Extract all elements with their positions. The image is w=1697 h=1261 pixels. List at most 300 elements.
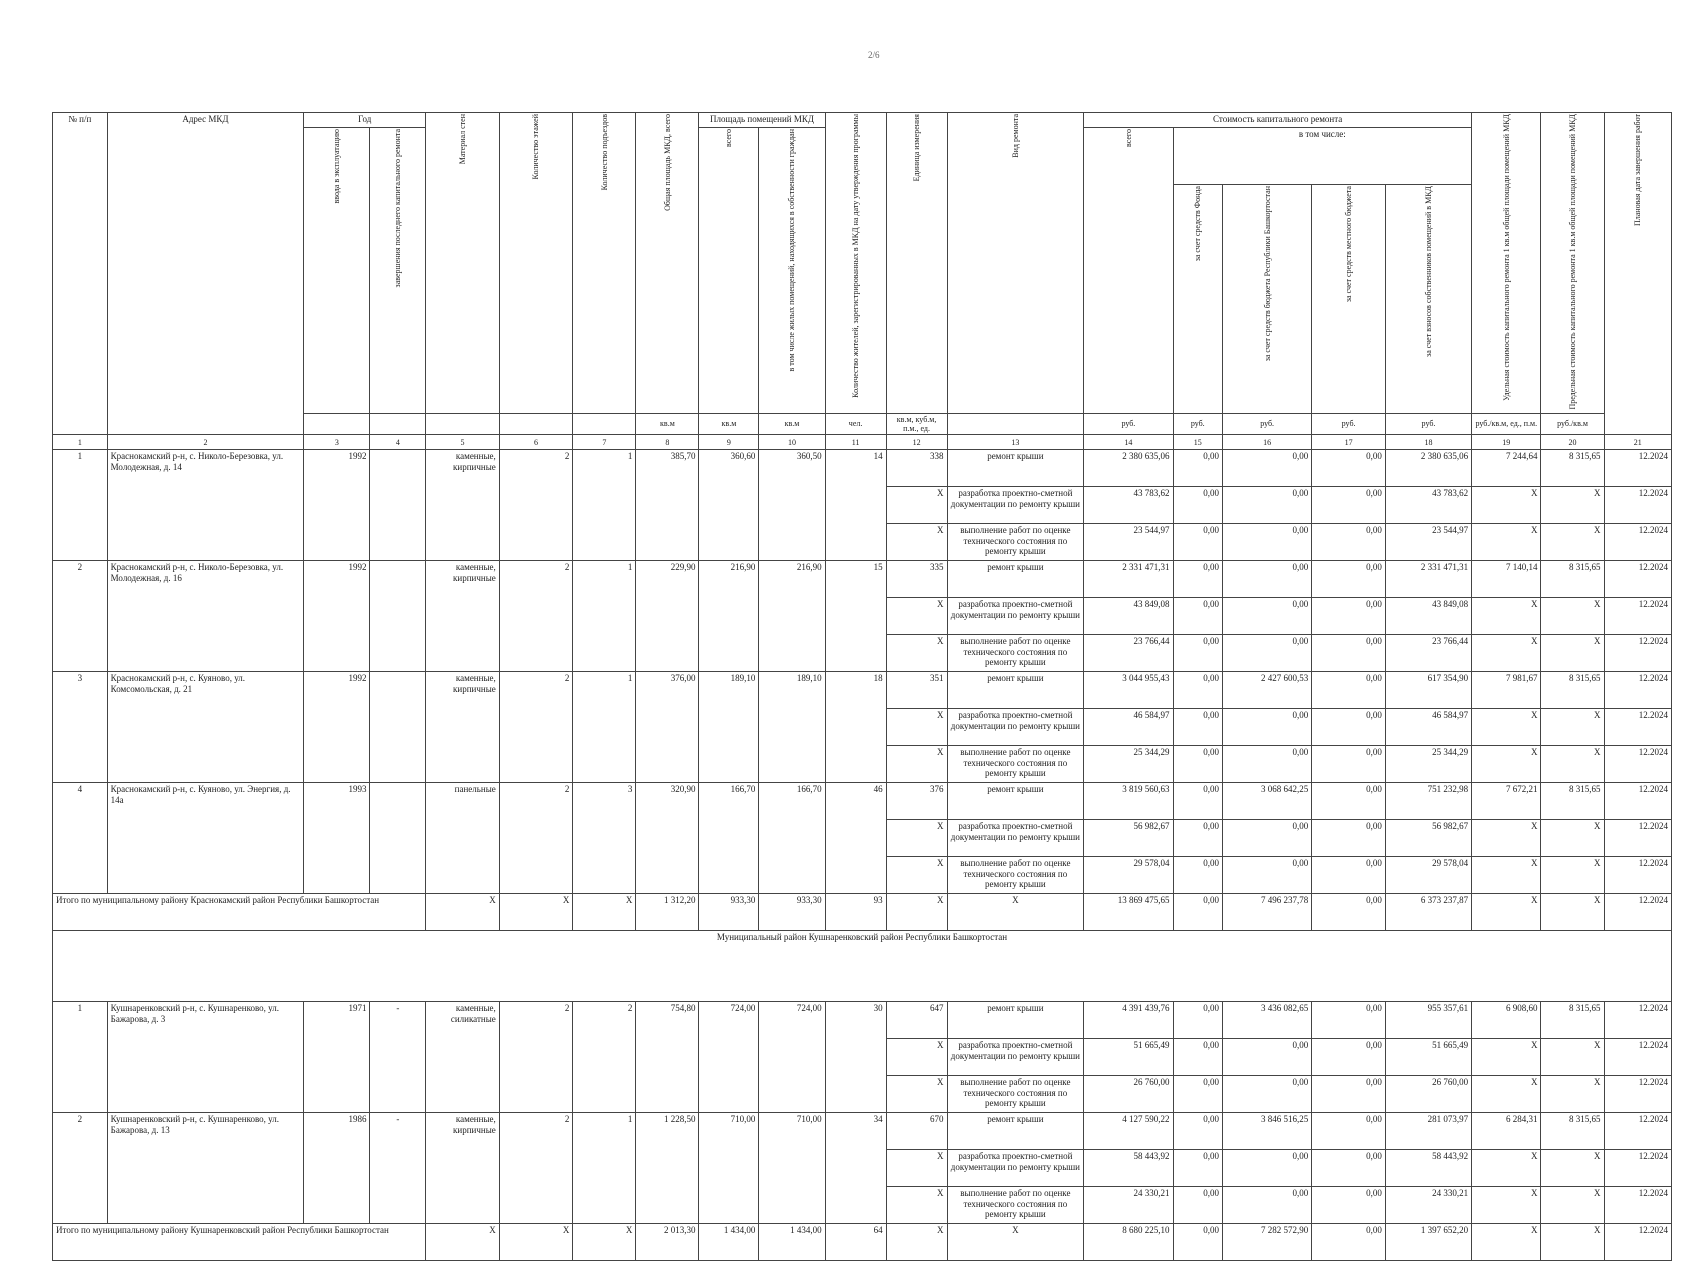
completion-date: 12.2024 bbox=[1604, 1150, 1671, 1187]
limit-cost: X bbox=[1541, 524, 1604, 561]
header-col-16: за счет средств бюджета Республики Башкортостан bbox=[1222, 185, 1311, 414]
work-type: выполнение работ по оценке технического состояния по ремонту крыши bbox=[947, 635, 1084, 672]
area-living: 360,50 bbox=[759, 450, 825, 561]
header-col-8: Общая площадь МКД, всего bbox=[636, 113, 699, 414]
floors-count: 2 bbox=[499, 783, 573, 894]
cost-republic-budget: 0,00 bbox=[1222, 1150, 1311, 1187]
total-work-type: X bbox=[947, 1224, 1084, 1261]
completion-date: 12.2024 bbox=[1604, 783, 1671, 820]
last-repair-year bbox=[370, 672, 426, 783]
cost-fund: 0,00 bbox=[1173, 1150, 1222, 1187]
row-number: 2 bbox=[53, 1113, 108, 1224]
area-total: 754,80 bbox=[636, 1002, 699, 1113]
unit-cell: кв.м, куб.м, п.м., ед. bbox=[886, 413, 947, 434]
residents-count: 46 bbox=[825, 783, 886, 894]
cost-local-budget: 0,00 bbox=[1312, 1113, 1386, 1150]
column-index-cell: 10 bbox=[759, 435, 825, 450]
column-index-cell: 2 bbox=[107, 435, 304, 450]
column-index-cell: 4 bbox=[370, 435, 426, 450]
cost-republic-budget: 0,00 bbox=[1222, 746, 1311, 783]
cost-fund: 0,00 bbox=[1173, 709, 1222, 746]
column-index-cell: 18 bbox=[1385, 435, 1471, 450]
unit-quantity: 338 bbox=[886, 450, 947, 487]
house-address: Краснокамский р-н, с. Куяново, ул. Энергия, д. 14а bbox=[107, 783, 304, 894]
house-address: Краснокамский р-н, с. Куяново, ул. Комсомольская, д. 21 bbox=[107, 672, 304, 783]
unit-quantity: 376 bbox=[886, 783, 947, 820]
total-republic-budget: 7 496 237,78 bbox=[1222, 894, 1311, 931]
cost-owners: 281 073,97 bbox=[1385, 1113, 1471, 1150]
specific-cost: X bbox=[1472, 820, 1541, 857]
specific-cost: X bbox=[1472, 598, 1541, 635]
specific-cost: X bbox=[1472, 1076, 1541, 1113]
last-repair-year bbox=[370, 450, 426, 561]
column-index-cell: 12 bbox=[886, 435, 947, 450]
work-type: разработка проектно-сметной документации по ремонту крыши bbox=[947, 820, 1084, 857]
completion-date: 12.2024 bbox=[1604, 820, 1671, 857]
header-col-14: всего bbox=[1084, 128, 1173, 414]
cost-republic-budget: 3 436 082,65 bbox=[1222, 1002, 1311, 1039]
work-type: выполнение работ по оценке технического состояния по ремонту крыши bbox=[947, 524, 1084, 561]
unit-cell: кв.м bbox=[699, 413, 759, 434]
total-area-living: 1 434,00 bbox=[759, 1224, 825, 1261]
wall-material: каменные, силикатные bbox=[426, 1002, 500, 1113]
unit-quantity: X bbox=[886, 820, 947, 857]
specific-cost: 7 981,67 bbox=[1472, 672, 1541, 709]
completion-date: 12.2024 bbox=[1604, 1187, 1671, 1224]
cost-local-budget: 0,00 bbox=[1312, 487, 1386, 524]
total-cost: 13 869 475,65 bbox=[1084, 894, 1173, 931]
cost-owners: 46 584,97 bbox=[1385, 709, 1471, 746]
district-section-header bbox=[53, 931, 1672, 1002]
unit-cell: кв.м bbox=[636, 413, 699, 434]
cost-republic-budget: 0,00 bbox=[1222, 1187, 1311, 1224]
cost-fund: 0,00 bbox=[1173, 450, 1222, 487]
cost-republic-budget: 0,00 bbox=[1222, 709, 1311, 746]
header-col-7: Количество подъездов bbox=[573, 113, 636, 414]
total-owners: 6 373 237,87 bbox=[1385, 894, 1471, 931]
cost-total: 23 544,97 bbox=[1084, 524, 1173, 561]
total-quantity: X bbox=[886, 894, 947, 931]
limit-cost: X bbox=[1541, 709, 1604, 746]
entrances-count: 2 bbox=[573, 1002, 636, 1113]
completion-date: 12.2024 bbox=[1604, 598, 1671, 635]
row-number: 1 bbox=[53, 450, 108, 561]
unit-cell bbox=[573, 413, 636, 434]
work-type: ремонт крыши bbox=[947, 783, 1084, 820]
residents-count: 15 bbox=[825, 561, 886, 672]
unit-quantity: 335 bbox=[886, 561, 947, 598]
work-type: ремонт крыши bbox=[947, 1002, 1084, 1039]
work-type: разработка проектно-сметной документации по ремонту крыши bbox=[947, 598, 1084, 635]
cost-local-budget: 0,00 bbox=[1312, 635, 1386, 672]
last-repair-year: - bbox=[370, 1113, 426, 1224]
unit-quantity: X bbox=[886, 598, 947, 635]
specific-cost: X bbox=[1472, 1187, 1541, 1224]
work-type: выполнение работ по оценке технического состояния по ремонту крыши bbox=[947, 746, 1084, 783]
column-index-cell: 17 bbox=[1312, 435, 1386, 450]
unit-cell: руб. bbox=[1084, 413, 1173, 434]
total-area: 2 013,30 bbox=[636, 1224, 699, 1261]
total-residents: 93 bbox=[825, 894, 886, 931]
area-living: 710,00 bbox=[759, 1113, 825, 1224]
last-repair-year bbox=[370, 783, 426, 894]
area-living: 189,10 bbox=[759, 672, 825, 783]
completion-date: 12.2024 bbox=[1604, 487, 1671, 524]
limit-cost: X bbox=[1541, 1039, 1604, 1076]
column-index-cell: 9 bbox=[699, 435, 759, 450]
row-number: 2 bbox=[53, 561, 108, 672]
specific-cost: X bbox=[1472, 1039, 1541, 1076]
cost-total: 23 766,44 bbox=[1084, 635, 1173, 672]
cost-owners: 58 443,92 bbox=[1385, 1150, 1471, 1187]
commission-year: 1986 bbox=[304, 1113, 370, 1224]
header-group-area: Площадь помещений МКД bbox=[699, 113, 825, 128]
limit-cost: X bbox=[1541, 820, 1604, 857]
total-local-budget: 0,00 bbox=[1312, 1224, 1386, 1261]
column-index-cell: 20 bbox=[1541, 435, 1604, 450]
cost-total: 4 391 439,76 bbox=[1084, 1002, 1173, 1039]
total-limit: X bbox=[1541, 1224, 1604, 1261]
specific-cost: X bbox=[1472, 524, 1541, 561]
cost-republic-budget: 0,00 bbox=[1222, 635, 1311, 672]
cost-total: 51 665,49 bbox=[1084, 1039, 1173, 1076]
total-residents: 64 bbox=[825, 1224, 886, 1261]
total-republic-budget: 7 282 572,90 bbox=[1222, 1224, 1311, 1261]
total-date: 12.2024 bbox=[1604, 894, 1671, 931]
completion-date: 12.2024 bbox=[1604, 1002, 1671, 1039]
wall-material: каменные, кирпичные bbox=[426, 450, 500, 561]
total-quantity: X bbox=[886, 1224, 947, 1261]
unit-cell bbox=[304, 413, 370, 434]
district-total-label: Итого по муниципальному району Кушнаренковский район Республики Башкортостан bbox=[53, 1224, 426, 1261]
header-col-17: за счет средств местного бюджета bbox=[1312, 185, 1386, 414]
area-rooms: 710,00 bbox=[699, 1113, 759, 1224]
header-group-incl: в том числе: bbox=[1173, 128, 1472, 185]
header-col-12: Единица измерения bbox=[886, 113, 947, 414]
work-type: выполнение работ по оценке технического состояния по ремонту крыши bbox=[947, 1187, 1084, 1224]
unit-cell: руб./кв.м, ед., п.м. bbox=[1472, 413, 1541, 434]
limit-cost: 8 315,65 bbox=[1541, 561, 1604, 598]
area-total: 1 228,50 bbox=[636, 1113, 699, 1224]
cost-owners: 51 665,49 bbox=[1385, 1039, 1471, 1076]
cost-fund: 0,00 bbox=[1173, 487, 1222, 524]
header-col-2: Адрес МКД bbox=[107, 113, 304, 435]
house-address: Краснокамский р-н, с. Николо-Березовка, ул. Молодежная, д. 14 bbox=[107, 450, 304, 561]
cost-owners: 23 766,44 bbox=[1385, 635, 1471, 672]
cost-total: 56 982,67 bbox=[1084, 820, 1173, 857]
total-date: 12.2024 bbox=[1604, 1224, 1671, 1261]
district-title: Муниципальный район Кушнаренковский район Республики Башкортостан bbox=[53, 931, 1672, 1002]
entrances-count: 1 bbox=[573, 450, 636, 561]
header-col-5: Материал стен bbox=[426, 113, 500, 414]
cost-owners: 56 982,67 bbox=[1385, 820, 1471, 857]
specific-cost: 7 140,14 bbox=[1472, 561, 1541, 598]
column-index-cell: 5 bbox=[426, 435, 500, 450]
specific-cost: X bbox=[1472, 857, 1541, 894]
row-number: 3 bbox=[53, 672, 108, 783]
limit-cost: X bbox=[1541, 1076, 1604, 1113]
wall-material: каменные, кирпичные bbox=[426, 561, 500, 672]
column-index-cell: 19 bbox=[1472, 435, 1541, 450]
cost-total: 24 330,21 bbox=[1084, 1187, 1173, 1224]
total-work-type: X bbox=[947, 894, 1084, 931]
cost-fund: 0,00 bbox=[1173, 783, 1222, 820]
completion-date: 12.2024 bbox=[1604, 1039, 1671, 1076]
cost-total: 58 443,92 bbox=[1084, 1150, 1173, 1187]
cost-local-budget: 0,00 bbox=[1312, 746, 1386, 783]
residents-count: 18 bbox=[825, 672, 886, 783]
cost-owners: 955 357,61 bbox=[1385, 1002, 1471, 1039]
unit-quantity: 647 bbox=[886, 1002, 947, 1039]
column-index-cell: 13 bbox=[947, 435, 1084, 450]
floors-count: 2 bbox=[499, 561, 573, 672]
column-index-cell: 1 bbox=[53, 435, 108, 450]
total-cost: 8 680 225,10 bbox=[1084, 1224, 1173, 1261]
table-row bbox=[53, 1113, 1672, 1150]
row-number: 1 bbox=[53, 1002, 108, 1113]
cost-fund: 0,00 bbox=[1173, 635, 1222, 672]
total-floors: X bbox=[499, 1224, 573, 1261]
cost-total: 43 849,08 bbox=[1084, 598, 1173, 635]
column-index-cell: 8 bbox=[636, 435, 699, 450]
commission-year: 1992 bbox=[304, 450, 370, 561]
area-rooms: 166,70 bbox=[699, 783, 759, 894]
header-col-9: всего bbox=[699, 128, 759, 414]
unit-quantity: X bbox=[886, 709, 947, 746]
work-type: ремонт крыши bbox=[947, 672, 1084, 709]
completion-date: 12.2024 bbox=[1604, 672, 1671, 709]
header-col-19: Удельная стоимость капитального ремонта 1 кв.м общей площади помещений МКД bbox=[1472, 113, 1541, 414]
cost-republic-budget: 3 846 516,25 bbox=[1222, 1113, 1311, 1150]
entrances-count: 1 bbox=[573, 561, 636, 672]
entrances-count: 1 bbox=[573, 1113, 636, 1224]
area-living: 216,90 bbox=[759, 561, 825, 672]
header-col-21: Плановая дата завершения работ bbox=[1604, 113, 1671, 435]
unit-quantity: X bbox=[886, 746, 947, 783]
floors-count: 2 bbox=[499, 450, 573, 561]
cost-republic-budget: 0,00 bbox=[1222, 561, 1311, 598]
unit-cell: руб./кв.м bbox=[1541, 413, 1604, 434]
completion-date: 12.2024 bbox=[1604, 1113, 1671, 1150]
column-index-cell: 16 bbox=[1222, 435, 1311, 450]
header-col-18: за счет взносов собственников помещений в МКД bbox=[1385, 185, 1471, 414]
limit-cost: 8 315,65 bbox=[1541, 672, 1604, 709]
cost-owners: 24 330,21 bbox=[1385, 1187, 1471, 1224]
specific-cost: 7 672,21 bbox=[1472, 783, 1541, 820]
unit-cell: руб. bbox=[1385, 413, 1471, 434]
cost-local-budget: 0,00 bbox=[1312, 598, 1386, 635]
cost-owners: 43 783,62 bbox=[1385, 487, 1471, 524]
cost-total: 43 783,62 bbox=[1084, 487, 1173, 524]
total-owners: 1 397 652,20 bbox=[1385, 1224, 1471, 1261]
cost-republic-budget: 3 068 642,25 bbox=[1222, 783, 1311, 820]
total-area: 1 312,20 bbox=[636, 894, 699, 931]
residents-count: 14 bbox=[825, 450, 886, 561]
house-address: Кушнаренковский р-н, с. Кушнаренково, ул. Бажарова, д. 13 bbox=[107, 1113, 304, 1224]
header-col-4: завершения последнего капитального ремонта bbox=[370, 128, 426, 414]
limit-cost: 8 315,65 bbox=[1541, 1002, 1604, 1039]
completion-date: 12.2024 bbox=[1604, 450, 1671, 487]
specific-cost: X bbox=[1472, 746, 1541, 783]
residents-count: 30 bbox=[825, 1002, 886, 1113]
column-index-cell: 11 bbox=[825, 435, 886, 450]
cost-total: 4 127 590,22 bbox=[1084, 1113, 1173, 1150]
column-index-row bbox=[53, 435, 1672, 450]
wall-material: каменные, кирпичные bbox=[426, 672, 500, 783]
completion-date: 12.2024 bbox=[1604, 857, 1671, 894]
area-total: 385,70 bbox=[636, 450, 699, 561]
area-rooms: 189,10 bbox=[699, 672, 759, 783]
commission-year: 1992 bbox=[304, 561, 370, 672]
wall-material: каменные, кирпичные bbox=[426, 1113, 500, 1224]
cost-republic-budget: 0,00 bbox=[1222, 857, 1311, 894]
cost-owners: 751 232,98 bbox=[1385, 783, 1471, 820]
table-row bbox=[53, 672, 1672, 709]
total-area-rooms: 1 434,00 bbox=[699, 1224, 759, 1261]
completion-date: 12.2024 bbox=[1604, 524, 1671, 561]
header-col-11: Количество жителей, зарегистрированных в МКД на дату утверждения программы bbox=[825, 113, 886, 414]
total-entrances: X bbox=[573, 894, 636, 931]
cost-local-budget: 0,00 bbox=[1312, 783, 1386, 820]
work-type: разработка проектно-сметной документации по ремонту крыши bbox=[947, 1039, 1084, 1076]
completion-date: 12.2024 bbox=[1604, 746, 1671, 783]
cost-republic-budget: 0,00 bbox=[1222, 524, 1311, 561]
specific-cost: 6 284,31 bbox=[1472, 1113, 1541, 1150]
work-type: выполнение работ по оценке технического состояния по ремонту крыши bbox=[947, 1076, 1084, 1113]
cost-fund: 0,00 bbox=[1173, 1076, 1222, 1113]
cost-fund: 0,00 bbox=[1173, 820, 1222, 857]
cost-fund: 0,00 bbox=[1173, 561, 1222, 598]
header-col-13: Вид ремонта bbox=[947, 113, 1084, 414]
cost-republic-budget: 2 427 600,53 bbox=[1222, 672, 1311, 709]
table-row bbox=[53, 783, 1672, 820]
completion-date: 12.2024 bbox=[1604, 709, 1671, 746]
entrances-count: 3 bbox=[573, 783, 636, 894]
unit-quantity: X bbox=[886, 487, 947, 524]
header-col-6: Количество этажей bbox=[499, 113, 573, 414]
floors-count: 2 bbox=[499, 672, 573, 783]
header-group-year: Год bbox=[304, 113, 426, 128]
limit-cost: X bbox=[1541, 635, 1604, 672]
header-col-20: Предельная стоимость капитального ремонта 1 кв.м общей площади помещений МКД bbox=[1541, 113, 1604, 414]
cost-local-budget: 0,00 bbox=[1312, 524, 1386, 561]
column-index-cell: 21 bbox=[1604, 435, 1671, 450]
page-number: 2/6 bbox=[868, 50, 880, 60]
row-number: 4 bbox=[53, 783, 108, 894]
unit-cell bbox=[499, 413, 573, 434]
total-specific: X bbox=[1472, 894, 1541, 931]
cost-owners: 23 544,97 bbox=[1385, 524, 1471, 561]
cost-total: 46 584,97 bbox=[1084, 709, 1173, 746]
total-fund: 0,00 bbox=[1173, 1224, 1222, 1261]
cost-fund: 0,00 bbox=[1173, 857, 1222, 894]
unit-quantity: X bbox=[886, 1039, 947, 1076]
cost-total: 3 819 560,63 bbox=[1084, 783, 1173, 820]
total-fund: 0,00 bbox=[1173, 894, 1222, 931]
cost-total: 3 044 955,43 bbox=[1084, 672, 1173, 709]
cost-owners: 2 331 471,31 bbox=[1385, 561, 1471, 598]
entrances-count: 1 bbox=[573, 672, 636, 783]
cost-local-budget: 0,00 bbox=[1312, 709, 1386, 746]
cost-local-budget: 0,00 bbox=[1312, 561, 1386, 598]
column-index-cell: 7 bbox=[573, 435, 636, 450]
limit-cost: X bbox=[1541, 598, 1604, 635]
cost-fund: 0,00 bbox=[1173, 1039, 1222, 1076]
unit-cell: руб. bbox=[1173, 413, 1222, 434]
table-row bbox=[53, 450, 1672, 487]
floors-count: 2 bbox=[499, 1002, 573, 1113]
unit-quantity: X bbox=[886, 635, 947, 672]
cost-local-budget: 0,00 bbox=[1312, 1002, 1386, 1039]
limit-cost: X bbox=[1541, 487, 1604, 524]
district-total-label: Итого по муниципальному району Краснокамский район Республики Башкортостан bbox=[53, 894, 426, 931]
unit-quantity: 670 bbox=[886, 1113, 947, 1150]
unit-quantity: X bbox=[886, 1150, 947, 1187]
house-address: Кушнаренковский р-н, с. Кушнаренково, ул. Бажарова, д. 3 bbox=[107, 1002, 304, 1113]
header-col-15: за счет средств Фонда bbox=[1173, 185, 1222, 414]
limit-cost: 8 315,65 bbox=[1541, 450, 1604, 487]
limit-cost: X bbox=[1541, 1187, 1604, 1224]
cost-owners: 617 354,90 bbox=[1385, 672, 1471, 709]
work-type: ремонт крыши bbox=[947, 561, 1084, 598]
cost-total: 25 344,29 bbox=[1084, 746, 1173, 783]
limit-cost: 8 315,65 bbox=[1541, 783, 1604, 820]
last-repair-year bbox=[370, 561, 426, 672]
cost-fund: 0,00 bbox=[1173, 524, 1222, 561]
unit-cell: руб. bbox=[1312, 413, 1386, 434]
district-total-row bbox=[53, 1224, 1672, 1261]
table-row bbox=[53, 1002, 1672, 1039]
total-material: X bbox=[426, 1224, 500, 1261]
district-total-row bbox=[53, 894, 1672, 931]
cost-local-budget: 0,00 bbox=[1312, 672, 1386, 709]
cost-total: 29 578,04 bbox=[1084, 857, 1173, 894]
cost-fund: 0,00 bbox=[1173, 1187, 1222, 1224]
work-type: ремонт крыши bbox=[947, 1113, 1084, 1150]
work-type: разработка проектно-сметной документации по ремонту крыши bbox=[947, 709, 1084, 746]
cost-republic-budget: 0,00 bbox=[1222, 1039, 1311, 1076]
total-limit: X bbox=[1541, 894, 1604, 931]
cost-fund: 0,00 bbox=[1173, 1113, 1222, 1150]
cost-republic-budget: 0,00 bbox=[1222, 487, 1311, 524]
header-col-3: ввода в эксплуатацию bbox=[304, 128, 370, 414]
total-entrances: X bbox=[573, 1224, 636, 1261]
total-material: X bbox=[426, 894, 500, 931]
unit-cell bbox=[426, 413, 500, 434]
floors-count: 2 bbox=[499, 1113, 573, 1224]
cost-owners: 43 849,08 bbox=[1385, 598, 1471, 635]
specific-cost: X bbox=[1472, 487, 1541, 524]
register-frame bbox=[52, 112, 1672, 1261]
commission-year: 1992 bbox=[304, 672, 370, 783]
cost-local-budget: 0,00 bbox=[1312, 1039, 1386, 1076]
cost-fund: 0,00 bbox=[1173, 746, 1222, 783]
specific-cost: X bbox=[1472, 1150, 1541, 1187]
unit-cell: чел. bbox=[825, 413, 886, 434]
cost-fund: 0,00 bbox=[1173, 598, 1222, 635]
cost-owners: 25 344,29 bbox=[1385, 746, 1471, 783]
area-living: 166,70 bbox=[759, 783, 825, 894]
unit-cell bbox=[947, 413, 1084, 434]
header-col-10: в том числе жилых помещений, находящихся в собственности граждан bbox=[759, 128, 825, 414]
header-col-1: № п/п bbox=[53, 113, 108, 435]
last-repair-year: - bbox=[370, 1002, 426, 1113]
work-type: ремонт крыши bbox=[947, 450, 1084, 487]
work-type: выполнение работ по оценке технического состояния по ремонту крыши bbox=[947, 857, 1084, 894]
completion-date: 12.2024 bbox=[1604, 635, 1671, 672]
area-rooms: 216,90 bbox=[699, 561, 759, 672]
total-area-rooms: 933,30 bbox=[699, 894, 759, 931]
